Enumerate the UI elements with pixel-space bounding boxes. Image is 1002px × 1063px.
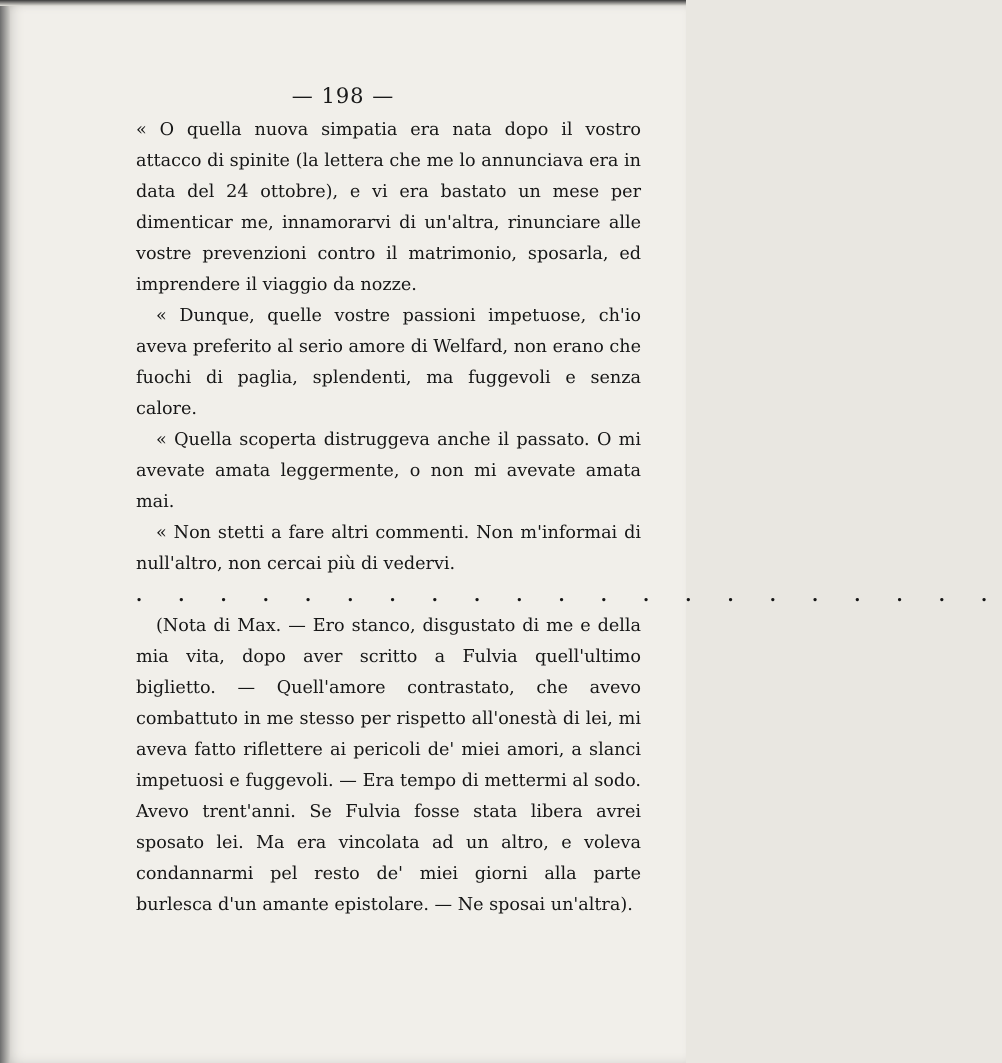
paragraph-4: « Non stetti a fare altri commenti. Non m'informai di null'altro, non cercai più di vedervi. [136,523,641,574]
ellipsis-line: . . . . . . . . . . . . . . . . . . . . . [136,585,1002,606]
page-gutter-shadow [0,0,10,1063]
author-note: (Nota di Max. — Ero stanco, disgustato di me e della mia vita, dopo aver scritto a Fulvia quell'ultimo biglietto. — Quell'amore contrastato, che avevo combattuto in me stesso per rispetto all'onestà di lei, mi aveva fatto riflettere ai pericoli de' miei amori, a slanci impetuosi e fuggevoli. — Era tempo di mettermi al sodo. Avevo trent'anni. Se Fulvia fosse stata libera avrei sposato lei. Ma era vincolata ad un altro, e voleva condannarmi pel resto de' miei giorni alla parte burlesca d'un amante epistolare. — Ne sposai un'altra). [136,616,641,915]
paragraph-2: « Dunque, quelle vostre passioni impetuose, ch'io aveva preferito al serio amore di Welfard, non erano che fuochi di paglia, splendenti, ma fuggevoli e senza calore. [136,306,642,419]
paragraph-1: « O quella nuova simpatia era nata dopo il vostro attacco di spinite (la lettera che me lo annunciava era in data del 24 ottobre), e vi era bastato un mese per dimenticar me, innamorarvi di un'altra, rinunciare alle vostre prevenzioni contro il matrimonio, sposarla, ed imprendere il viaggio da nozze. [136,120,641,295]
body-text [136,115,1002,921]
paragraph-3: « Quella scoperta distruggeva anche il passato. O mi avevate amata leggermente, o non mi avevate amata mai. [136,430,641,512]
page-top-edge [0,0,686,6]
page-number: — 198 — [291,84,395,108]
